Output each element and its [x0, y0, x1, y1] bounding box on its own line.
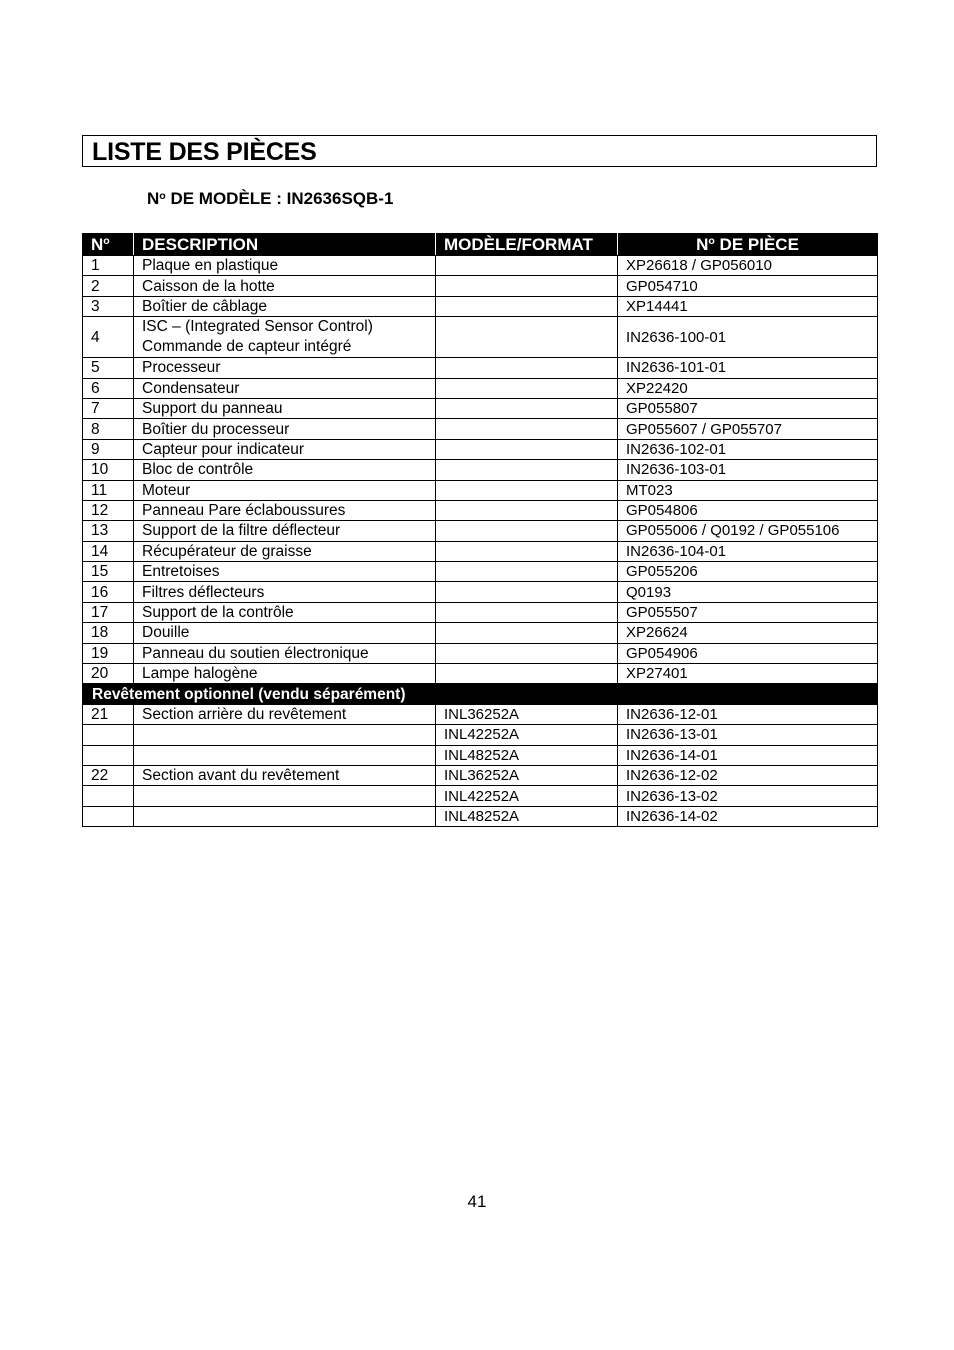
title-box — [82, 135, 877, 167]
model-number-line — [147, 187, 393, 211]
table-row — [83, 643, 878, 663]
cell-no: 11 — [83, 480, 134, 500]
cell-no: 21 — [83, 704, 134, 724]
cell-description: Entretoises — [134, 562, 436, 582]
cell-no: 15 — [83, 562, 134, 582]
cell-part-number: GP055507 — [618, 602, 878, 622]
cell-part-number: GP054710 — [618, 276, 878, 296]
cell-description: Douille — [134, 623, 436, 643]
cell-no: 4 — [83, 317, 134, 358]
page-title: LISTE DES PIÈCES — [92, 138, 317, 166]
cell-description — [134, 786, 436, 806]
cell-model-format: INL48252A — [436, 806, 618, 826]
cell-no: 8 — [83, 419, 134, 439]
table-row — [83, 500, 878, 520]
table-row — [83, 664, 878, 684]
table-row — [83, 521, 878, 541]
cell-no: 9 — [83, 439, 134, 459]
cell-description: Boîtier de câblage — [134, 296, 436, 316]
cell-model-format — [436, 317, 618, 358]
cell-no: 19 — [83, 643, 134, 663]
parts-table-body — [83, 256, 878, 827]
cell-part-number: GP055607 / GP055707 — [618, 419, 878, 439]
cell-part-number: GP054906 — [618, 643, 878, 663]
cell-part-number: IN2636-14-01 — [618, 745, 878, 765]
cell-description: Boîtier du processeur — [134, 419, 436, 439]
header-no: $N^o$ — [83, 234, 134, 256]
table-row — [83, 256, 878, 276]
cell-model-format — [436, 276, 618, 296]
cell-part-number: IN2636-12-01 — [618, 704, 878, 724]
description-line-2: Commande de capteur intégré — [142, 338, 352, 356]
cell-model-format — [436, 521, 618, 541]
table-row — [83, 562, 878, 582]
cell-part-number: IN2636-103-01 — [618, 460, 878, 480]
model-no-superscript: o — [159, 190, 166, 202]
cell-no: 20 — [83, 664, 134, 684]
cell-no — [83, 786, 134, 806]
cell-description: Condensateur — [134, 378, 436, 398]
cell-no: 14 — [83, 541, 134, 561]
table-row — [83, 276, 878, 296]
header-part-number: $N^o$ DE PIÈCE — [618, 234, 878, 256]
cell-no: 17 — [83, 602, 134, 622]
cell-description: Support de la filtre déflecteur — [134, 521, 436, 541]
table-row — [83, 786, 878, 806]
cell-model-format — [436, 378, 618, 398]
cell-description: Panneau du soutien électronique — [134, 643, 436, 663]
cell-model-format — [436, 623, 618, 643]
cell-no — [83, 806, 134, 826]
table-row — [83, 296, 878, 316]
cell-model-format — [436, 358, 618, 378]
cell-description — [134, 745, 436, 765]
model-no-prefix: N — [147, 189, 160, 208]
table-row — [83, 582, 878, 602]
cell-model-format — [436, 643, 618, 663]
cell-part-number: XP26624 — [618, 623, 878, 643]
cell-model-format: INL42252A — [436, 786, 618, 806]
cell-part-number: IN2636-12-02 — [618, 765, 878, 785]
table-row — [83, 704, 878, 724]
cell-model-format — [436, 460, 618, 480]
cell-part-number: MT023 — [618, 480, 878, 500]
cell-no: 22 — [83, 765, 134, 785]
cell-no: 12 — [83, 500, 134, 520]
cell-description: Plaque en plastique — [134, 256, 436, 276]
parts-table — [82, 233, 878, 827]
cell-part-number: GP054806 — [618, 500, 878, 520]
model-number-text: DE MODÈLE : IN2636SQB-1 — [170, 189, 394, 208]
cell-description: Capteur pour indicateur — [134, 439, 436, 459]
cell-description: Filtres déflecteurs — [134, 582, 436, 602]
cell-description: Section avant du revêtement — [134, 765, 436, 785]
cell-description: Support du panneau — [134, 398, 436, 418]
cell-no — [83, 725, 134, 745]
cell-part-number: XP14441 — [618, 296, 878, 316]
cell-description — [134, 725, 436, 745]
cell-part-number: IN2636-14-02 — [618, 806, 878, 826]
cell-model-format — [436, 562, 618, 582]
cell-description: Processeur — [134, 358, 436, 378]
cell-model-format: INL48252A — [436, 745, 618, 765]
table-row — [83, 765, 878, 785]
table-row — [83, 745, 878, 765]
cell-model-format — [436, 582, 618, 602]
cell-no: 16 — [83, 582, 134, 602]
description-line-1: ISC – (Integrated Sensor Control) — [142, 318, 373, 336]
table-row — [83, 460, 878, 480]
table-row — [83, 480, 878, 500]
cell-part-number: Q0193 — [618, 582, 878, 602]
table-row — [83, 725, 878, 745]
cell-part-number: IN2636-104-01 — [618, 541, 878, 561]
table-row — [83, 541, 878, 561]
cell-description: Section arrière du revêtement — [134, 704, 436, 724]
cell-part-number: IN2636-101-01 — [618, 358, 878, 378]
table-row — [83, 419, 878, 439]
cell-model-format — [436, 500, 618, 520]
header-description: DESCRIPTION — [134, 234, 436, 256]
section-title: Revêtement optionnel (vendu séparément) — [83, 684, 878, 704]
cell-part-number: IN2636-13-01 — [618, 725, 878, 745]
table-row — [83, 398, 878, 418]
table-row — [83, 358, 878, 378]
cell-description: Lampe halogène — [134, 664, 436, 684]
cell-no: 7 — [83, 398, 134, 418]
cell-part-number: XP26618 / GP056010 — [618, 256, 878, 276]
cell-model-format — [436, 398, 618, 418]
cell-model-format — [436, 480, 618, 500]
cell-part-number: XP22420 — [618, 378, 878, 398]
cell-description: Panneau Pare éclaboussures — [134, 500, 436, 520]
table-row — [83, 602, 878, 622]
cell-model-format: INL36252A — [436, 765, 618, 785]
cell-description: Bloc de contrôle — [134, 460, 436, 480]
cell-model-format — [436, 541, 618, 561]
cell-no: 2 — [83, 276, 134, 296]
cell-description — [134, 806, 436, 826]
cell-model-format — [436, 256, 618, 276]
cell-no: 18 — [83, 623, 134, 643]
cell-part-number: IN2636-13-02 — [618, 786, 878, 806]
cell-model-format: INL36252A — [436, 704, 618, 724]
page-number: 41 — [467, 1192, 487, 1211]
cell-description — [134, 317, 436, 358]
cell-description: Caisson de la hotte — [134, 276, 436, 296]
cell-no: 5 — [83, 358, 134, 378]
section-row — [83, 684, 878, 704]
cell-description: Récupérateur de graisse — [134, 541, 436, 561]
cell-no: 13 — [83, 521, 134, 541]
cell-no: 10 — [83, 460, 134, 480]
table-row — [83, 623, 878, 643]
cell-no — [83, 745, 134, 765]
header-model-format: MODÈLE/FORMAT — [436, 234, 618, 256]
cell-model-format — [436, 439, 618, 459]
table-header-row — [83, 234, 878, 256]
table-row — [83, 317, 878, 358]
cell-part-number: XP27401 — [618, 664, 878, 684]
cell-no: 1 — [83, 256, 134, 276]
cell-part-number: GP055206 — [618, 562, 878, 582]
cell-description: Moteur — [134, 480, 436, 500]
cell-model-format — [436, 419, 618, 439]
table-row — [83, 378, 878, 398]
cell-part-number: IN2636-102-01 — [618, 439, 878, 459]
cell-no: 3 — [83, 296, 134, 316]
table-row — [83, 439, 878, 459]
cell-part-number: IN2636-100-01 — [618, 317, 878, 358]
cell-description: Support de la contrôle — [134, 602, 436, 622]
table-row — [83, 806, 878, 826]
cell-no: 6 — [83, 378, 134, 398]
cell-part-number: GP055807 — [618, 398, 878, 418]
cell-model-format — [436, 602, 618, 622]
cell-model-format — [436, 296, 618, 316]
cell-model-format: INL42252A — [436, 725, 618, 745]
cell-model-format — [436, 664, 618, 684]
cell-part-number: GP055006 / Q0192 / GP055106 — [618, 521, 878, 541]
